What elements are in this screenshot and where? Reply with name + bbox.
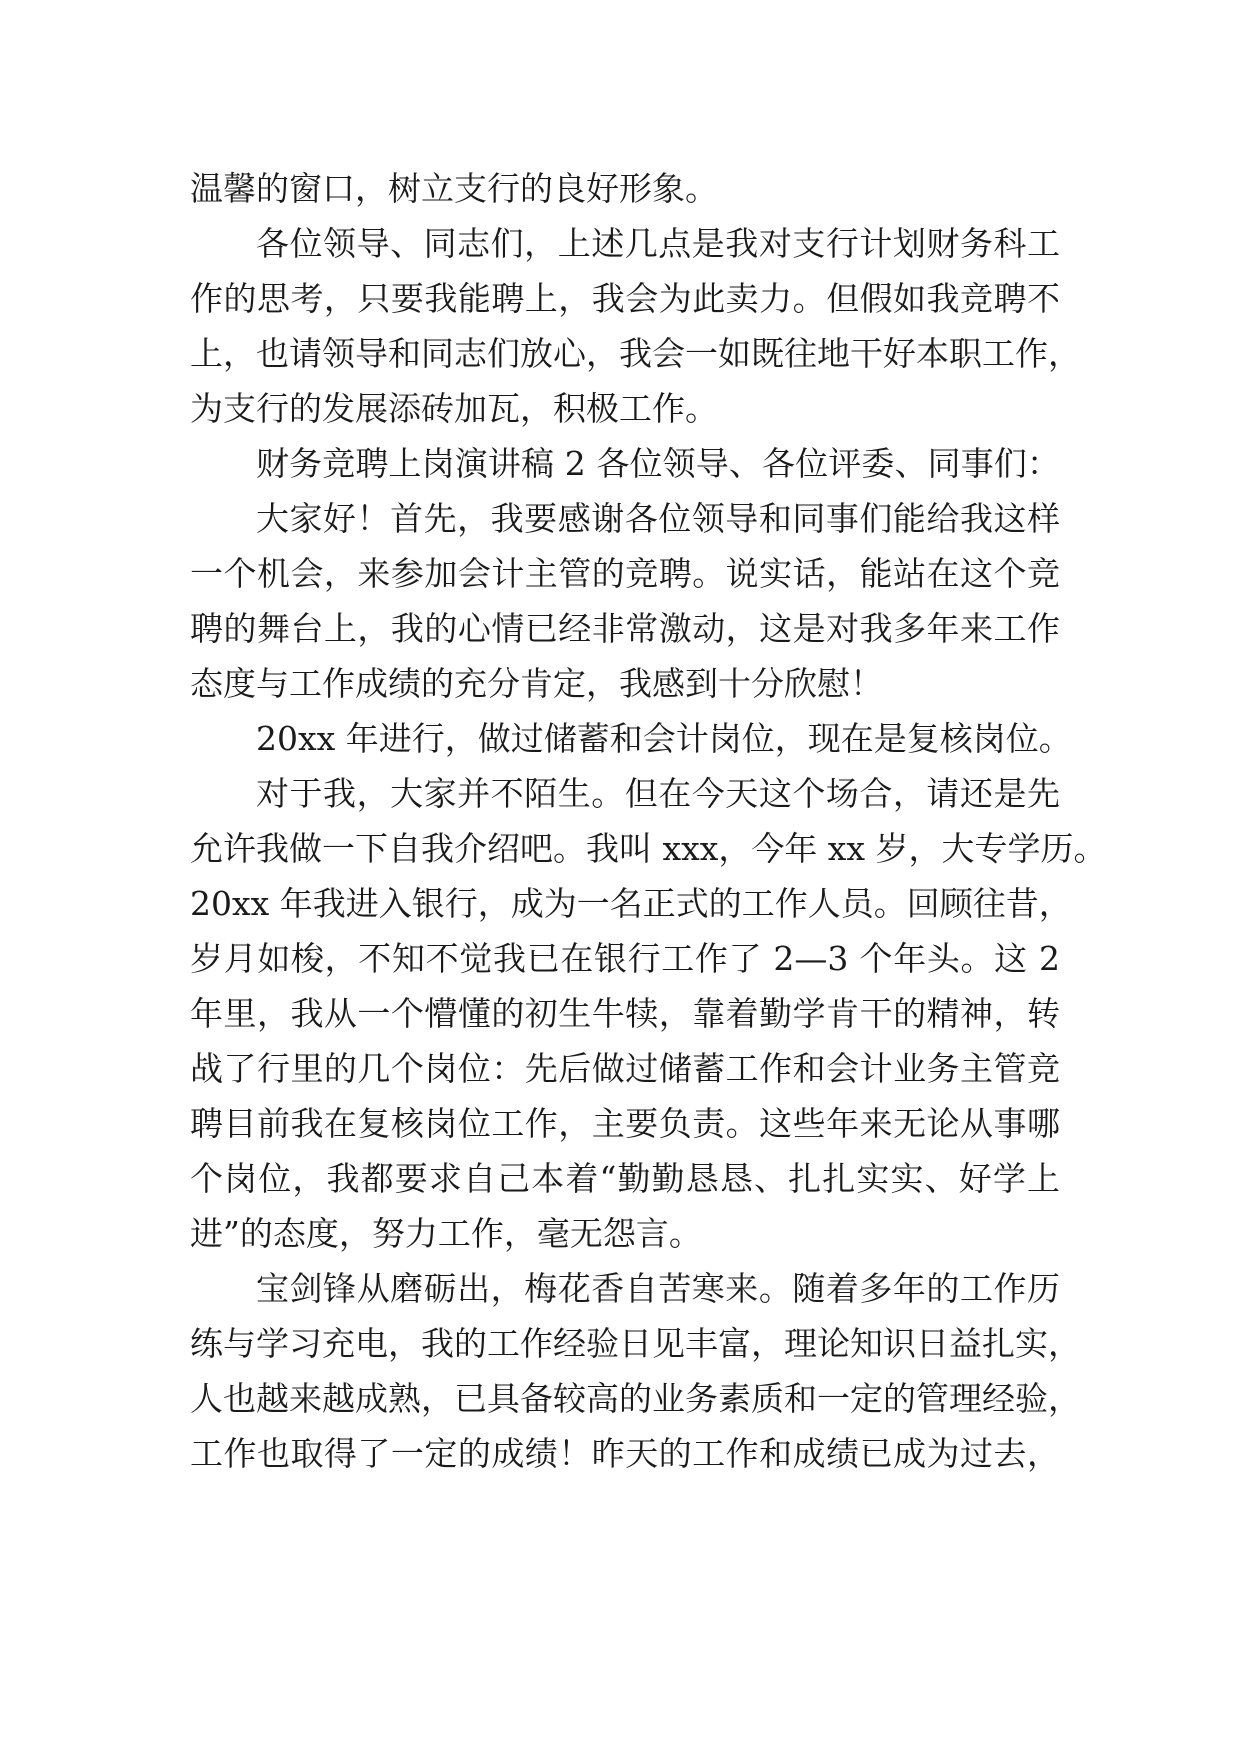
text-line: 态度与工作成绩的充分肯定，我感到十分欣慰！ (190, 664, 883, 703)
text-line: 宝剑锋从磨砺出，梅花香自苦寒来。随着多年的工作历 (256, 1269, 1060, 1308)
text-line: 年里，我从一个懵懂的初生牛犊，靠着勤学肯干的精神，转 (190, 994, 1060, 1033)
text-line: 20xx 年进行，做过储蓄和会计岗位，现在是复核岗位。 (256, 719, 1072, 758)
text-line: 作的思考，只要我能聘上，我会为此卖力。但假如我竞聘不 (190, 279, 1060, 318)
text-line: 工作也取得了一定的成绩！昨天的工作和成绩已成为过去， (190, 1434, 1060, 1473)
text-line: 温馨的窗口，树立支行的良好形象。 (190, 169, 718, 208)
text-line: 允许我做一下自我介绍吧。我叫 xxx，今年 xx 岁，大专学历。 (190, 829, 1107, 868)
text-line: 20xx 年我进入银行，成为一名正式的工作人员。回顾往昔， (190, 884, 1072, 923)
body-text (190, 161, 1107, 1481)
text-line: 对于我，大家并不陌生。但在今天这个场合，请还是先 (256, 774, 1060, 813)
text-line: 为支行的发展添砖加瓦，积极工作。 (190, 389, 718, 428)
text-line: 财务竞聘上岗演讲稿 2 各位领导、各位评委、同事们： (256, 444, 1060, 483)
text-line: 战了行里的几个岗位：先后做过储蓄工作和会计业务主管竞 (190, 1049, 1060, 1088)
text-line: 大家好！首先，我要感谢各位领导和同事们能给我这样 (256, 499, 1060, 538)
text-line: 人也越来越成熟，已具备较高的业务素质和一定的管理经验， (190, 1379, 1081, 1418)
text-line: 各位领导、同志们，上述几点是我对支行计划财务科工 (256, 224, 1060, 263)
text-line: 进”的态度，努力工作，毫无怨言。 (190, 1214, 702, 1253)
text-line: 聘的舞台上，我的心情已经非常激动，这是对我多年来工作 (190, 609, 1060, 648)
text-line: 聘目前我在复核岗位工作，主要负责。这些年来无论从事哪 (190, 1104, 1060, 1143)
text-line: 个岗位，我都要求自己本着“勤勤恳恳、扎扎实实、好学上 (190, 1159, 1060, 1198)
text-line: 一个机会，来参加会计主管的竞聘。说实话，能站在这个竞 (190, 554, 1060, 593)
text-line: 岁月如梭，不知不觉我已在银行工作了 2—3 个年头。这 2 (190, 939, 1060, 978)
text-line: 练与学习充电，我的工作经验日见丰富，理论知识日益扎实， (190, 1324, 1081, 1363)
text-line: 上，也请领导和同志们放心，我会一如既往地干好本职工作， (190, 334, 1081, 373)
